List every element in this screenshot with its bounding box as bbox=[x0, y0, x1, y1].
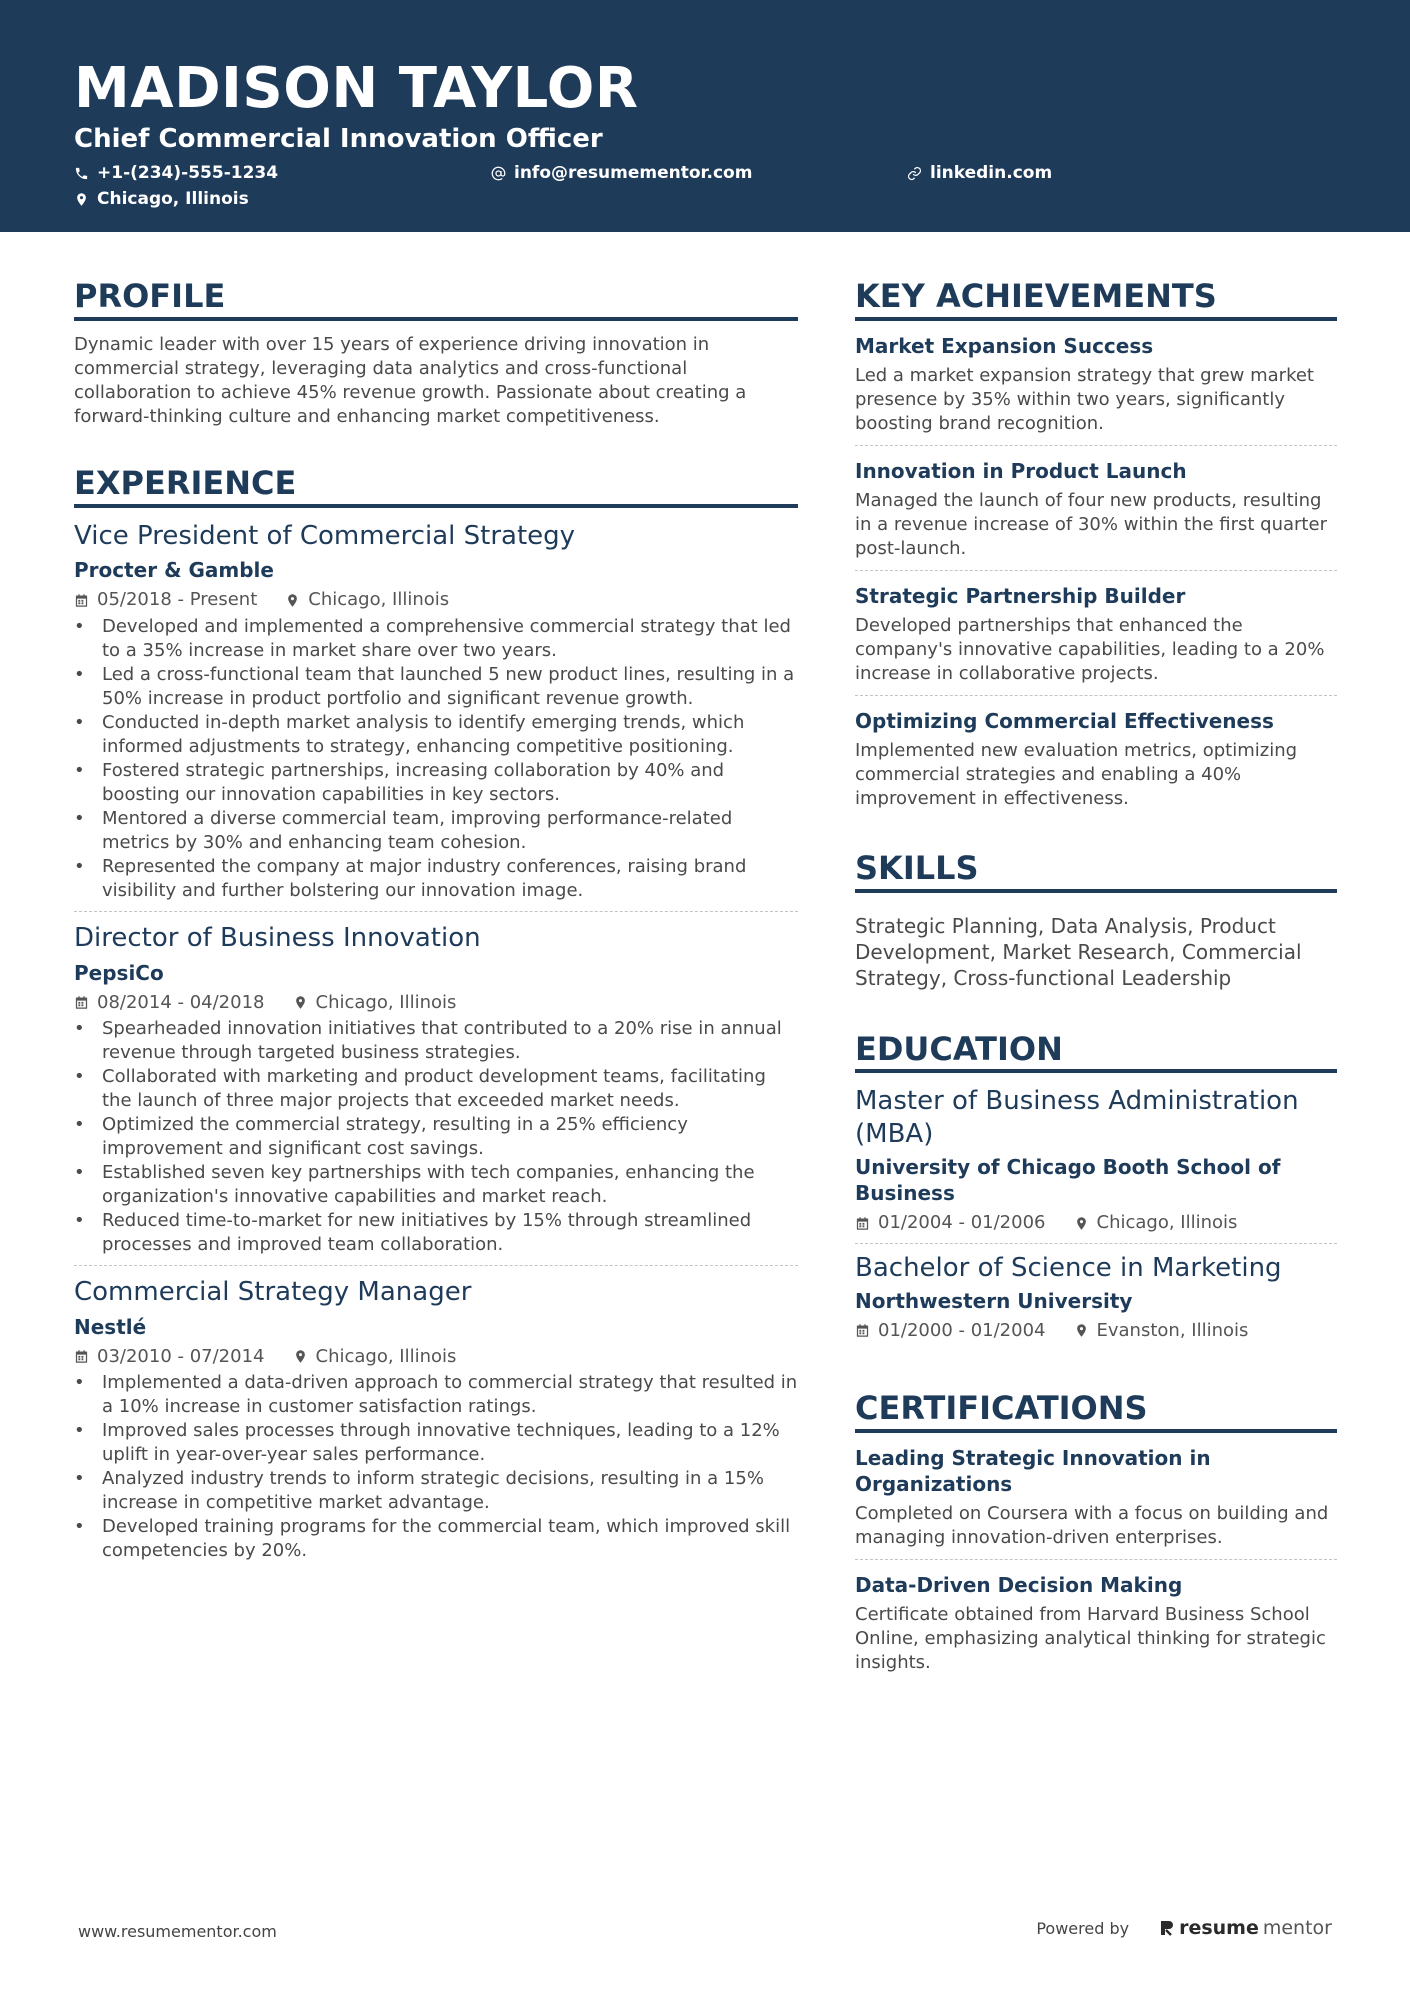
certification-text: Certificate obtained from Harvard Business School Online, emphasizing analytical thinking for strategic insights. bbox=[855, 1603, 1326, 1673]
phone-icon bbox=[74, 166, 89, 181]
job-bullet: • Represented the company at major industry conferences, raising brand visibility and further bolstering our innovation image. bbox=[74, 855, 798, 903]
linkedin-text: linkedin.com bbox=[930, 163, 1053, 183]
job-company: PepsiCo bbox=[74, 960, 164, 985]
achievement-title: Innovation in Product Launch bbox=[855, 458, 1187, 483]
education-dates: 01/2004 - 01/2006 bbox=[878, 1212, 1046, 1234]
skills-section bbox=[855, 850, 1337, 991]
education-meta bbox=[855, 1319, 1337, 1342]
job-company: Nestlé bbox=[74, 1314, 147, 1339]
certification-title: Data-Driven Decision Making bbox=[855, 1572, 1183, 1597]
brand-part-2: mentor bbox=[1262, 1917, 1332, 1939]
job-bullet: • Fostered strategic partnerships, increasing collaboration by 40% and boosting our innovation capabilities in key sectors. bbox=[74, 759, 798, 807]
job-role: Vice President of Commercial Strategy bbox=[74, 520, 576, 551]
job-bullet: • Led a cross-functional team that launched 5 new product lines, resulting in a 50% increase in product portfolio and significant revenue growth. bbox=[74, 663, 798, 711]
education-item bbox=[855, 1085, 1337, 1242]
location-pin-icon bbox=[293, 995, 308, 1010]
skills-text: Strategic Planning, Data Analysis, Product Development, Market Research, Commercial Strategy, Cross-functional Leadership bbox=[855, 913, 1302, 990]
right-column bbox=[855, 278, 1337, 1684]
job-role: Commercial Strategy Manager bbox=[74, 1276, 472, 1307]
brand-logo[interactable] bbox=[1159, 1917, 1332, 1939]
job-bullet: • Optimized the commercial strategy, resulting in a 25% efficiency improvement and significant cost savings. bbox=[74, 1113, 798, 1161]
at-icon bbox=[491, 166, 506, 181]
job-meta bbox=[74, 588, 798, 611]
candidate-name: MADISON TAYLOR bbox=[74, 56, 639, 121]
left-column bbox=[74, 278, 798, 1571]
job-meta bbox=[74, 1345, 798, 1368]
education-section bbox=[855, 1031, 1337, 1351]
education-location: Evanston, Illinois bbox=[1096, 1319, 1249, 1341]
job-bullets bbox=[74, 1017, 798, 1257]
achievements-heading: KEY ACHIEVEMENTS bbox=[855, 278, 1337, 321]
job-role: Director of Business Innovation bbox=[74, 922, 481, 953]
job-entry bbox=[74, 911, 798, 1265]
education-dates: 01/2000 - 01/2004 bbox=[878, 1319, 1046, 1341]
footer-branding bbox=[1036, 1917, 1332, 1939]
location-pin-icon bbox=[285, 593, 300, 608]
contact-location bbox=[74, 191, 249, 208]
school: Northwestern University bbox=[855, 1288, 1133, 1313]
job-bullet: • Spearheaded innovation initiatives that contributed to a 20% rise in annual revenue through targeted business strategies. bbox=[74, 1017, 798, 1065]
certification-title: Leading Strategic Innovation in Organizations bbox=[855, 1445, 1211, 1496]
achievement-title: Market Expansion Success bbox=[855, 333, 1154, 358]
job-bullet: • Established seven key partnerships with tech companies, enhancing the organization's innovative capabilities and market reach. bbox=[74, 1161, 798, 1209]
contact-email[interactable] bbox=[491, 165, 752, 182]
achievement-title: Strategic Partnership Builder bbox=[855, 583, 1186, 608]
skills-heading: SKILLS bbox=[855, 850, 1337, 893]
job-bullets bbox=[74, 1371, 798, 1563]
job-bullet: • Reduced time-to-market for new initiatives by 15% through streamlined processes and improved team collaboration. bbox=[74, 1209, 798, 1257]
job-location: Chicago, Illinois bbox=[315, 1345, 457, 1367]
location-pin-icon bbox=[293, 1349, 308, 1364]
certification-item bbox=[855, 1445, 1337, 1559]
job-bullet: • Mentored a diverse commercial team, improving performance-related metrics by 30% and enhancing team cohesion. bbox=[74, 807, 798, 855]
job-dates: 05/2018 - Present bbox=[97, 589, 258, 611]
job-bullet: • Analyzed industry trends to inform strategic decisions, resulting in a 15% increase in competitive market advantage. bbox=[74, 1467, 798, 1515]
link-icon bbox=[907, 166, 922, 181]
achievement-item bbox=[855, 333, 1337, 445]
certification-text: Completed on Coursera with a focus on building and managing innovation-driven enterprises. bbox=[855, 1502, 1329, 1548]
profile-text: Dynamic leader with over 15 years of experience driving innovation in commercial strategy, leveraging data analytics and cross-functional collaboration to achieve 45% revenue growth. Passionate about creating a forward-thinking culture and enhancing market competitiveness. bbox=[74, 333, 747, 427]
education-item bbox=[855, 1243, 1337, 1350]
achievement-item bbox=[855, 695, 1337, 820]
job-bullet: • Implemented a data-driven approach to commercial strategy that resulted in a 10% increase in customer satisfaction ratings. bbox=[74, 1371, 798, 1419]
experience-section bbox=[74, 465, 798, 1571]
job-company: Procter & Gamble bbox=[74, 558, 274, 583]
achievement-title: Optimizing Commercial Effectiveness bbox=[855, 708, 1274, 733]
calendar-icon bbox=[855, 1323, 870, 1338]
job-entry bbox=[74, 1265, 798, 1571]
job-dates: 08/2014 - 04/2018 bbox=[97, 991, 265, 1013]
contact-phone[interactable] bbox=[74, 165, 278, 182]
degree: Bachelor of Science in Marketing bbox=[855, 1252, 1282, 1283]
job-location: Chicago, Illinois bbox=[315, 991, 457, 1013]
education-heading: EDUCATION bbox=[855, 1031, 1337, 1074]
email-text: info@resumementor.com bbox=[514, 163, 753, 183]
calendar-icon bbox=[74, 1349, 89, 1364]
footer-website[interactable]: www.resumementor.com bbox=[78, 1922, 277, 1941]
phone-text: +1-(234)-555-1234 bbox=[97, 163, 279, 183]
calendar-icon bbox=[74, 995, 89, 1010]
achievement-text: Led a market expansion strategy that grew market presence by 35% within two years, significantly boosting brand recognition. bbox=[855, 364, 1314, 434]
achievement-item bbox=[855, 445, 1337, 570]
job-bullet: • Developed and implemented a comprehensive commercial strategy that led to a 35% increase in market share over two years. bbox=[74, 615, 798, 663]
experience-heading: EXPERIENCE bbox=[74, 465, 798, 508]
contact-linkedin[interactable] bbox=[907, 165, 1052, 182]
certification-item bbox=[855, 1559, 1337, 1684]
job-bullet: • Improved sales processes through innovative techniques, leading to a 12% uplift in year-over-year sales performance. bbox=[74, 1419, 798, 1467]
location-pin-icon bbox=[1074, 1216, 1089, 1231]
job-location: Chicago, Illinois bbox=[308, 589, 450, 611]
job-meta bbox=[74, 991, 798, 1014]
achievements-section bbox=[855, 278, 1337, 820]
profile-heading: PROFILE bbox=[74, 278, 798, 321]
job-bullets bbox=[74, 615, 798, 903]
school: University of Chicago Booth School of Business bbox=[855, 1155, 1281, 1206]
achievement-item bbox=[855, 570, 1337, 695]
job-bullet: • Developed training programs for the commercial team, which improved skill competencies by 20%. bbox=[74, 1515, 798, 1563]
calendar-icon bbox=[74, 593, 89, 608]
calendar-icon bbox=[855, 1216, 870, 1231]
education-location: Chicago, Illinois bbox=[1096, 1212, 1238, 1234]
job-entry bbox=[74, 520, 798, 911]
resumementor-logo-icon bbox=[1159, 1919, 1175, 1937]
job-bullet: • Conducted in-depth market analysis to identify emerging trends, which informed adjustments to strategy, enhancing competitive positioning. bbox=[74, 711, 798, 759]
achievement-text: Developed partnerships that enhanced the company's innovative capabilities, leading to a 20% increase in collaborative projects. bbox=[855, 614, 1325, 684]
achievement-text: Implemented new evaluation metrics, optimizing commercial strategies and enabling a 40% improvement in effectiveness. bbox=[855, 739, 1298, 809]
achievement-text: Managed the launch of four new products, resulting in a revenue increase of 30% within the first quarter post-launch. bbox=[855, 489, 1327, 559]
job-bullet: • Collaborated with marketing and product development teams, facilitating the launch of three major projects that exceeded market needs. bbox=[74, 1065, 798, 1113]
powered-by-label: Powered by bbox=[1036, 1918, 1130, 1938]
location-pin-icon bbox=[1074, 1323, 1089, 1338]
degree: Master of Business Administration (MBA) bbox=[855, 1086, 1299, 1150]
resume-header bbox=[0, 0, 1410, 232]
location-text: Chicago, Illinois bbox=[97, 189, 249, 209]
certifications-section bbox=[855, 1390, 1337, 1684]
brand-part-1: resume bbox=[1179, 1917, 1259, 1939]
job-dates: 03/2010 - 07/2014 bbox=[97, 1345, 265, 1367]
profile-section bbox=[74, 278, 798, 429]
candidate-title: Chief Commercial Innovation Officer bbox=[74, 124, 603, 154]
location-pin-icon bbox=[74, 192, 89, 207]
education-meta bbox=[855, 1211, 1337, 1234]
certifications-heading: CERTIFICATIONS bbox=[855, 1390, 1337, 1433]
